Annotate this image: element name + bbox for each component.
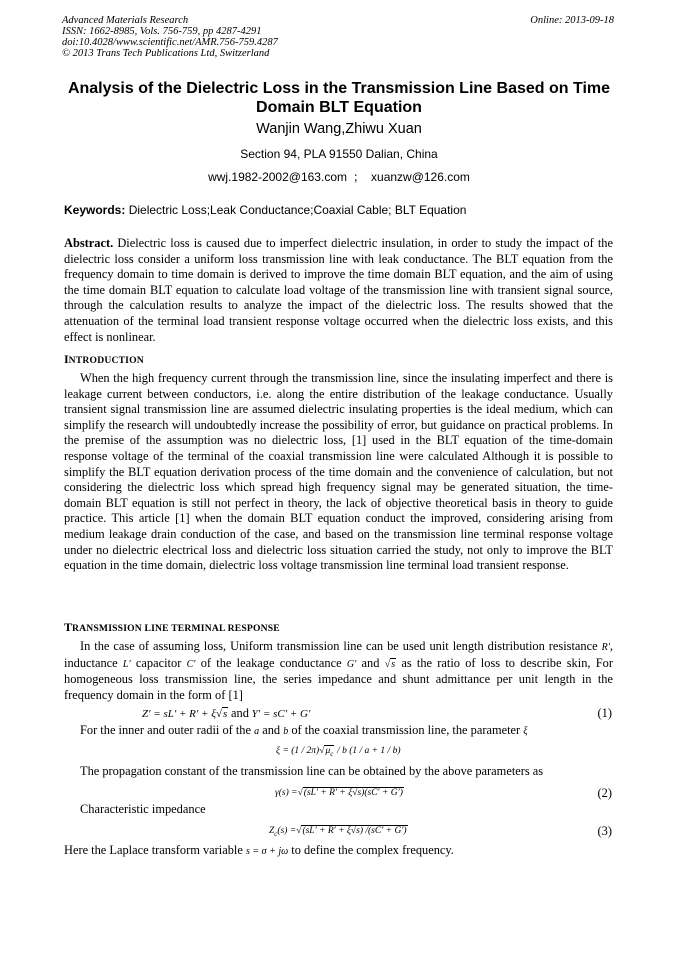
journal-issn: ISSN: 1662-8985, Vols. 756-759, pp 4287-4291	[62, 26, 262, 37]
equation-2: γ(s) =√(sL′ + R′ + ξ√s)(sC′ + G′)	[275, 788, 403, 798]
equation-2-number: (2)	[597, 786, 612, 800]
abstract-paragraph	[64, 236, 613, 345]
journal-doi: doi:10.4028/www.scientific.net/AMR.756-759.4287	[62, 37, 278, 48]
equation-3: $Z_c(s) =√(sL' + R' + \xi√s) /(sC' + G')$	[269, 826, 407, 838]
journal-header	[62, 15, 278, 59]
propagation-line: The propagation constant of the transmission line can be obtained by the above parameters as	[80, 764, 544, 778]
abstract-label: Abstract.	[64, 236, 114, 250]
equation-xi: $\xi = (1 / 2\pi)√\mu_c / b$ (1 / a + 1 / b)	[276, 746, 401, 758]
symbol-g: G′	[346, 658, 357, 670]
laplace-line: Here the Laplace transform variable s = σ + jω to define the complex frequency.	[64, 843, 454, 857]
equation-1-number: (1)	[597, 706, 612, 720]
paper-affiliation: Section 94, PLA 91550 Dalian, China	[240, 147, 438, 161]
paper-emails	[0, 168, 678, 185]
online-date: Online: 2013-09-18	[530, 15, 614, 26]
keywords-text: Dielectric Loss;Leak Conductance;Coaxial Cable; BLT Equation	[128, 203, 467, 217]
symbol-l: L′	[122, 658, 131, 670]
abstract-text: Dielectric loss is caused due to imperfect dielectric insulation, in order to study the impact of the dielectric loss consider a uniform loss transmission line with leak conductance. The BLT equation from the frequency domain to time domain is derived to improve the time domain BLT equation, and the aim of using the time domain BLT equation to calculate load voltage of the transmission line with transient signal source, through the calculation results to analyze the impact of the dielectric loss. The results showed that the attenuation of the terminal load transient response voltage occurred when the dielectric loss exists, and this effect is nonlinear.	[64, 236, 613, 344]
introduction-paragraph: When the high frequency current through the transmission line, since the insulating imperfect and there is leakage current between conductors, i.e. along the entire distribution of the leakage conductance. Usually transient signal transmission line are assumed dielectric insulating properties is the ideal medium, which can simplify the research will undoubtedly increase the possibility of error, but guidance on practical problems. In the premise of the assumption was no dielectric loss, [1] used in the BLT equation of the time-domain response voltage of the terminal of the coaxial transmission line were calculated Although it is possible to simplify the BLT equation derivation process of the time domain and the convenience of calculation, but not considering the dielectric loss which spread high frequency signal may be generated situation, the time-domain BLT equation is still not perfect in theory, the lack of objective theoretical basis in theory to guide practice. This article [1] when the domain BLT equation conduct the improved, considering arising from medium leakage drain conduction of the case, and based on the transmission line terminal response voltage under no dielectric electrical loss and dielectric loss situation carried the study, not only to improve the BLT equation in the time domain, dielectric loss voltage transmission line terminal load transient response.	[64, 371, 613, 573]
email-link-2[interactable]: xuanzw@126.com	[371, 170, 470, 184]
journal-copyright: © 2013 Trans Tech Publications Ltd, Switzerland	[62, 48, 270, 59]
paper-authors: Wanjin Wang,Zhiwu Xuan	[256, 121, 422, 137]
email-link-1[interactable]: wwj.1982-2002@163.com	[208, 170, 347, 184]
paper-title: Analysis of the Dielectric Loss in the Transmission Line Based on Time Domain BLT Equation	[67, 80, 611, 116]
equation-3-number: (3)	[597, 824, 612, 838]
transmission-paragraph: In the case of assuming loss, Uniform transmission line can be used unit length distribution resistance R′, inductance L′ capacitor C′ of the leakage conductance G′ and √s as the ratio of loss to describe skin, For homogeneous loss transmission line, the series impedance and shunt admittance per unit length in the frequency domain in the form of [1]	[64, 639, 613, 702]
section-heading-transmission: TRANSMISSION LINE TERMINAL RESPONSE	[64, 620, 280, 634]
radii-line: For the inner and outer radii of the a and b of the coaxial transmission line, the parameter ξ	[80, 723, 528, 737]
symbol-r: R′	[601, 642, 610, 653]
characteristic-impedance-label: Characteristic impedance	[80, 802, 206, 816]
symbol-sqrt-s: √s	[384, 658, 396, 670]
email-separator: ；	[353, 170, 366, 184]
keywords-line	[64, 203, 466, 217]
equation-1: Z′ = sL′ + R′ + ξ√s and Y′ = sC′ + G′	[142, 706, 311, 720]
keywords-label: Keywords:	[64, 203, 126, 217]
symbol-c: C′	[186, 658, 196, 670]
journal-name: Advanced Materials Research	[62, 15, 189, 26]
section-heading-introduction: INTRODUCTION	[64, 352, 144, 366]
